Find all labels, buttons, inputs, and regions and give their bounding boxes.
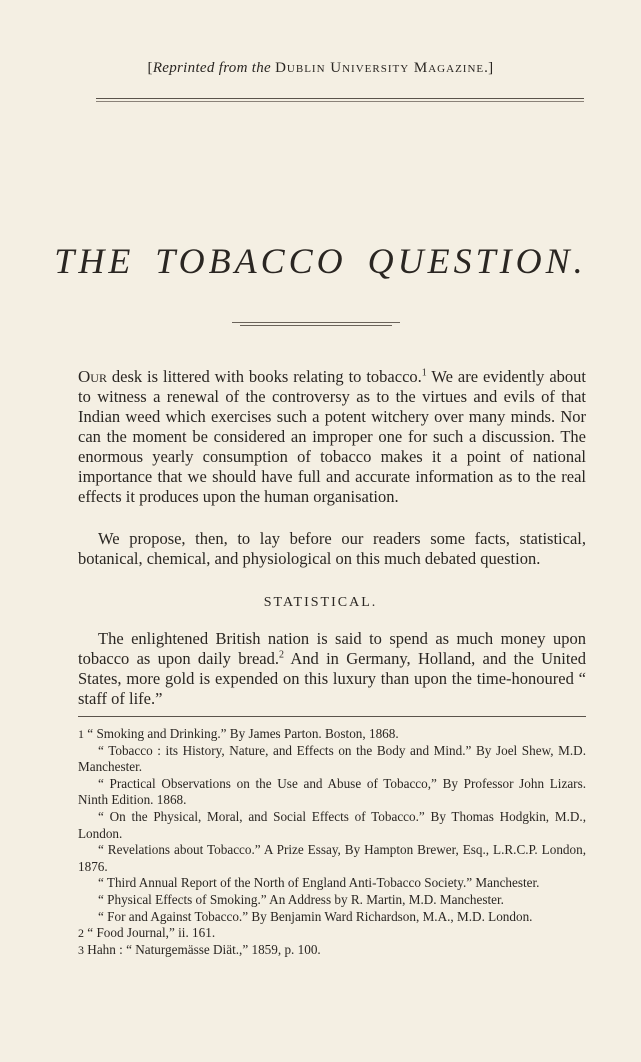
footnote-item: “ On the Physical, Moral, and Social Effects of Tobacco.” By Thomas Hodgkin, M.D., London. [78, 808, 586, 841]
header-rule-secondary [96, 101, 584, 102]
title-rule [232, 322, 400, 323]
the-word: the [251, 60, 272, 76]
footnote-item: “ Tobacco : its History, Nature, and Effects on the Body and Mind.” By Joel Shew, M.D. Manchester. [78, 742, 586, 775]
paragraph-2 [78, 529, 586, 569]
magazine-name: Dublin University Magazine [275, 60, 485, 76]
footnote-item: “ Revelations about Tobacco.” A Prize Essay, By Hampton Brewer, Esq., L.R.C.P. London, 1876. [78, 842, 586, 874]
title-rule-secondary [240, 325, 392, 326]
footnote-item: “ Third Annual Report of the North of England Anti-Tobacco Society.” Manchester. [98, 875, 540, 891]
paragraph-1 [78, 367, 586, 507]
paragraph-2-text: We propose, then, to lay before our readers some facts, statistical, botanical, chemical, and physiological on this much debated question. [78, 529, 586, 568]
paragraph-3-text-a: The enlightened British nation is said to spend as much money upon tobacco as upon daily bread. [78, 629, 586, 668]
footnote-item: “ Practical Observations on the Use and Abuse of Tobacco,” By Professor John Lizars. Ninth Edition. 1868. [78, 775, 586, 808]
from-word: from [218, 60, 248, 76]
footnote-ref-2: 2 [278, 649, 284, 661]
footnotes [78, 726, 586, 958]
header-rule [96, 98, 584, 99]
paragraph-1-text-a: desk is littered with books relating to tobacco. [106, 367, 422, 386]
page-title: THE TOBACCO QUESTION. [54, 241, 587, 281]
reprinted-word: Reprinted [152, 60, 215, 76]
footnote-item: “ Physical Effects of Smoking.” An Address by R. Martin, M.D. Manchester. [98, 891, 504, 907]
paragraph-3 [78, 629, 586, 709]
footnote-item: 3 Hahn : “ Naturgemässe Diät.,” 1859, p. 100. [78, 941, 321, 957]
bracket-open: [ [147, 60, 153, 76]
section-heading: STATISTICAL. [263, 595, 378, 610]
paragraph-3-text-b: And in Germany, Holland, and the United States, more gold is expended on this luxury than upon the time-honoured “ staff of life.” [78, 649, 586, 708]
footnote-item: 2 “ Food Journal,” ii. 161. [78, 925, 216, 941]
paragraph-lead: Our [78, 367, 107, 386]
bracket-close: .] [484, 60, 494, 76]
footnote-rule [78, 716, 586, 717]
footnote-item: 1 “ Smoking and Drinking.” By James Parton. Boston, 1868. [78, 726, 399, 741]
reprint-notice [0, 60, 641, 77]
paragraph-1-text-b: We are evidently about to witness a renewal of the controversy as to the virtues and evils of that Indian weed which exercises such a potent witchery over many minds. Nor can the moment be considered an improper one for such a discussion. The enormous yearly consumption of tobacco makes it a point of national importance that we should have full and accurate information as to the real effects it produces upon the human organisation. [78, 367, 586, 506]
footnote-ref-1: 1 [421, 367, 427, 379]
footnote-item: “ For and Against Tobacco.” By Benjamin Ward Richardson, M.A., M.D. London. [98, 908, 533, 924]
